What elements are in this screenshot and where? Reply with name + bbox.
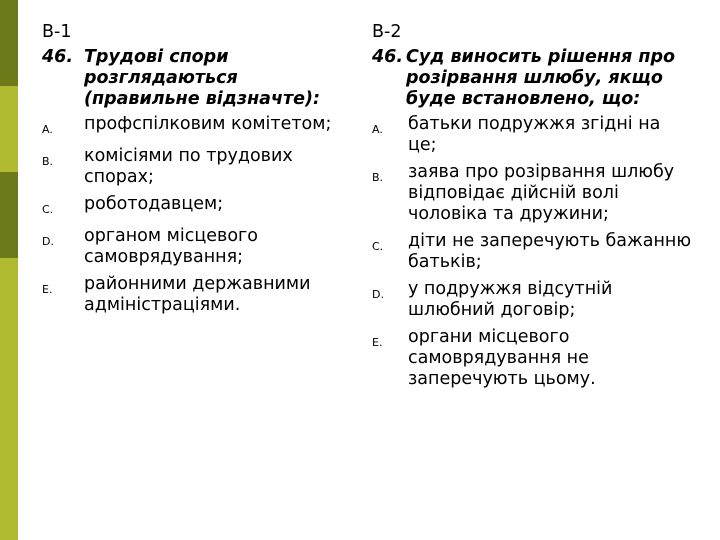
option-letter: B. bbox=[42, 155, 54, 168]
option-text: профспілковим комітетом; bbox=[84, 114, 332, 134]
question-text: Суд виносить рішення про розірвання шлюбу, якщо буде встановлено, що: bbox=[406, 47, 675, 109]
option-text: районними державними адміністраціями. bbox=[84, 274, 311, 315]
option-c bbox=[42, 194, 342, 220]
option-letter: B. bbox=[372, 171, 384, 184]
sidebar-stripe-2 bbox=[0, 86, 18, 172]
option-letter: D. bbox=[372, 288, 384, 301]
option-e bbox=[372, 327, 692, 390]
option-d bbox=[42, 226, 342, 268]
variant-2-column bbox=[372, 22, 692, 396]
sidebar-stripe-4 bbox=[0, 258, 18, 330]
variant-2-question bbox=[372, 47, 692, 110]
option-letter: A. bbox=[372, 123, 383, 136]
option-letter: A. bbox=[42, 123, 53, 136]
option-text: діти не заперечують бажанню батьків; bbox=[408, 231, 692, 272]
question-number: 46. bbox=[42, 47, 74, 67]
option-letter: C. bbox=[42, 203, 54, 216]
option-text: батьки подружжя згідні на це; bbox=[408, 114, 661, 155]
option-letter: D. bbox=[42, 235, 54, 248]
option-a bbox=[372, 114, 692, 156]
option-letter: E. bbox=[42, 283, 53, 296]
option-letter: E. bbox=[372, 336, 383, 349]
variant-1-question bbox=[42, 47, 342, 110]
question-text: Трудові спори розглядаються (правильне відзначте): bbox=[84, 47, 320, 109]
option-text: органом місцевого самоврядування; bbox=[84, 226, 258, 267]
option-text: органи місцевого самоврядування не заперечують цьому. bbox=[408, 327, 596, 389]
option-text: комісіями по трудових спорах; bbox=[84, 146, 293, 187]
variant-1-heading: В-1 bbox=[42, 22, 72, 42]
sidebar-stripe-5 bbox=[0, 330, 18, 540]
option-e bbox=[42, 274, 342, 316]
option-c bbox=[372, 231, 692, 273]
option-text: заява про розірвання шлюбу відповідає дійсній волі чоловіка та дружини; bbox=[408, 162, 675, 224]
option-letter: C. bbox=[372, 240, 384, 253]
sidebar-stripe-1 bbox=[0, 0, 18, 86]
option-text: роботодавцем; bbox=[84, 194, 224, 214]
option-a bbox=[42, 114, 342, 140]
sidebar-stripe-3 bbox=[0, 172, 18, 258]
variant-1-column bbox=[42, 22, 342, 322]
option-d bbox=[372, 279, 692, 321]
option-text: у подружжя відсутній шлюбний договір; bbox=[408, 279, 613, 320]
question-number: 46. bbox=[372, 47, 404, 67]
option-b bbox=[372, 162, 692, 225]
variant-2-heading: В-2 bbox=[372, 22, 402, 42]
option-b bbox=[42, 146, 342, 188]
